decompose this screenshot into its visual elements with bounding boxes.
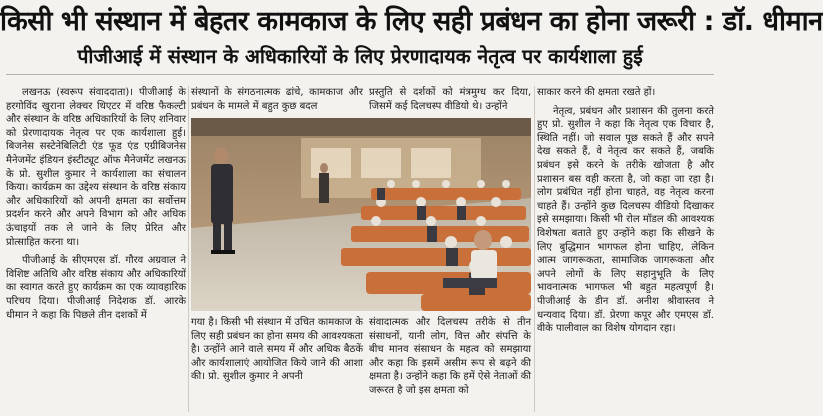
article-paragraph: लखनऊ (स्वरूप संवाददाता)। पीजीआई के हरगोविंद खुराना लेक्चर थिएटर में वरिष्ठ फैकल्टी और संस्थान के वरिष्ठ अधिकारियों के लिए शनिवार को प्रेरणादायक नेतृत्व पर एक कार्यशाला हुई। बिजनेस सस्टेनेबिलिटी एंड फूड एंड एग्रीबिजनेस मैनेजमेंट इंडियन इंस्टीट्यूट ऑफ मैनेजमेंट लखनऊ के प्रो. सुशील कुमार ने कार्यशाला का संचालन किया। कार्यक्रम का उद्देश्य संस्थान के वरिष्ठ संकाय और अधिकारियों को अपनी क्षमता का सर्वोत्तम प्रदर्शन करने और अपने विभाग को और अधिक ऊंचाइयों तक ले जाने के लिए प्रेरित और प्रोत्साहित करना था। bbox=[6, 87, 186, 248]
article-paragraph: संवादात्मक और दिलचस्प तरीके से तीन संसाधनों, यानी लोग, वित्त और संपत्ति के बीच मानव संसाधन के महत्व को समझाया और कहा कि इसमें असीम रूप से बढ़ने की क्षमता है। उन्होंने कहा कि हमें ऐसे नेताओं की जरूरत है जो इस क्षमता को bbox=[369, 317, 531, 396]
article-paragraph: नेतृत्व, प्रबंधन और प्रशासन की तुलना करते हुए प्रो. सुशील ने कहा कि नेतृत्व एक विचार है, स्थिति नहीं। जो सवाल पूछ सकते हैं और सपने देख सकते हैं, वे नेतृत्व कर सकते हैं, जबकि प्रबंधन इसे करने के तरीके खोजता है और प्रशासन बस वही करता है, जो कहा जा रहा है। लोग प्रबंधित नहीं होना चाहते, वह नेतृत्व करना चाहते हैं। उन्होंने कुछ दिलचस्प वीडियो दिखाकर इसे समझाया। किसी भी रोल मॉडल की आवश्यक विशेषता बताते हुए उन्होंने कहा कि सीखने के लिए बुद्धिमान भागफल होना चाहिए, लेकिन आत्म जागरूकता, सामाजिक जागरूकता और अपने लोगों के लिए सहानुभूति के लिए भावनात्मक भागफल भी बहुत महत्वपूर्ण है। पीजीआई के डीन डॉ. अनीश श्रीवास्तव ने धन्यवाद दिया। डॉ. प्रेरणा कपूर और एमएस डॉ. वीके पालीवाल का विशेष योगदान रहा। bbox=[537, 105, 714, 335]
article-paragraph: गया है। किसी भी संस्थान में उचित कामकाज के लिए सही प्रबंधन का होना समय की आवश्यकता है। उन्होंने आने वाले समय में और अधिक बैठकें और कार्यशालाएं आयोजित किये जाने की आशा की। प्रो. सुशील कुमार ने अपनी bbox=[191, 317, 363, 383]
article-paragraph: प्रस्तुति से दर्शकों को मंत्रमुग्ध कर दिया, जिसमें कई दिलचस्प वीडियो थे। उन्होंने bbox=[369, 87, 531, 112]
column-divider bbox=[534, 86, 535, 412]
subheadline: पीजीआई में संस्थान के अधिकारियों के लिए प्रेरणादायक नेतृत्व पर कार्यशाला हुई bbox=[77, 45, 643, 68]
article-column-2-top bbox=[191, 86, 363, 116]
workshop-hall-photo-icon bbox=[191, 118, 531, 311]
article-column-2-bottom bbox=[191, 316, 363, 412]
headline: किसी भी संस्थान में बेहतर कामकाज के लिए सही प्रबंधन का होना जरूरी : डॉ. धीमान bbox=[0, 6, 823, 37]
header-rule bbox=[6, 74, 714, 75]
article-column-4 bbox=[537, 86, 714, 412]
article-column-3-bottom bbox=[369, 316, 531, 412]
article-paragraph: पीजीआई के सीएमएस डॉ. गौरव अग्रवाल ने विशिष्ट अतिथि और वरिष्ठ संकाय और अधिकारियों का स्वागत करते हुए कार्यक्रम का एक व्यावहारिक परिचय दिया। पीजीआई निदेशक डॉ. आरके धीमान ने कहा कि पिछले तीन दशकों में bbox=[6, 255, 186, 321]
article-paragraph: साकार करने की क्षमता रखते हों। bbox=[537, 87, 656, 98]
article-paragraph: संस्थानों के संगठनात्मक ढांचे, कामकाज और प्रबंधन के मामले में बहुत कुछ बदल bbox=[191, 87, 363, 112]
workshop-photo bbox=[191, 118, 531, 311]
column-divider bbox=[188, 86, 189, 412]
article-column-3-top bbox=[369, 86, 531, 116]
article-column-1 bbox=[6, 86, 186, 412]
